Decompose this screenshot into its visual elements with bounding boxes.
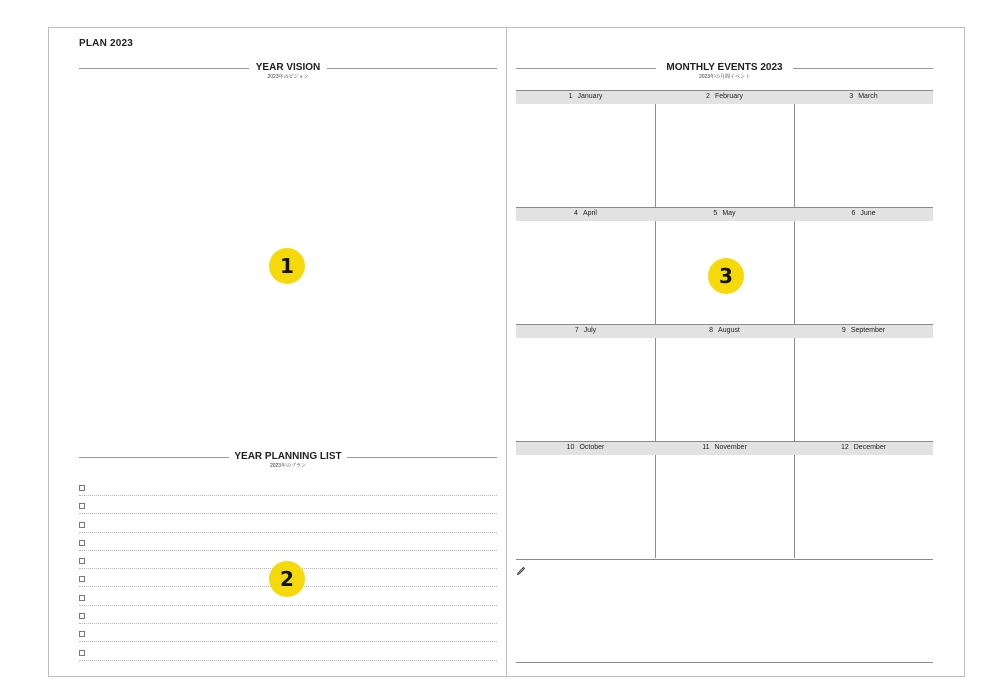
month-cell[interactable] xyxy=(794,104,933,207)
month-label-february xyxy=(655,90,794,104)
column-separator xyxy=(794,455,795,558)
checkbox[interactable] xyxy=(79,503,85,509)
year-planning-title: YEAR PLANNING LIST xyxy=(230,451,345,462)
month-cell[interactable] xyxy=(794,221,933,324)
checkbox[interactable] xyxy=(79,540,85,546)
checkbox[interactable] xyxy=(79,595,85,601)
month-name: October xyxy=(579,444,605,451)
monthly-events-heading xyxy=(516,62,933,82)
dotted-line xyxy=(79,550,497,551)
month-number: 12 xyxy=(840,444,849,451)
month-name: July xyxy=(583,327,597,334)
checkbox[interactable] xyxy=(79,631,85,637)
month-cell[interactable] xyxy=(794,338,933,441)
badge-2: 2 xyxy=(269,561,305,597)
calendar-bottom-rule xyxy=(516,559,933,560)
month-name: February xyxy=(714,93,743,100)
month-name: April xyxy=(582,210,597,217)
month-name: January xyxy=(577,93,603,100)
column-separator xyxy=(794,104,795,207)
month-name: December xyxy=(853,444,887,451)
year-planning-heading xyxy=(79,451,497,471)
year-vision-heading xyxy=(79,62,497,82)
month-name: August xyxy=(718,327,740,334)
month-cell[interactable] xyxy=(655,338,794,441)
dotted-line xyxy=(79,623,497,624)
month-row xyxy=(516,90,933,207)
month-number: 11 xyxy=(702,444,710,451)
year-planning-subtitle: 2023年のプラン xyxy=(269,463,307,469)
month-name: May xyxy=(722,210,736,217)
monthly-events-subtitle: 2023年の月間イベント xyxy=(698,74,751,80)
month-number: 2 xyxy=(706,93,710,100)
month-number: 3 xyxy=(849,93,854,100)
month-label-july xyxy=(516,324,655,338)
month-name: March xyxy=(858,93,878,100)
month-label-april xyxy=(516,207,655,221)
pencil-icon xyxy=(516,565,526,575)
month-number: 9 xyxy=(841,327,846,334)
year-vision-subtitle: 2023年のビジョン xyxy=(267,74,309,80)
dotted-line xyxy=(79,495,497,496)
month-label-january xyxy=(516,90,655,104)
checkbox[interactable] xyxy=(79,650,85,656)
dotted-line xyxy=(79,605,497,606)
checkbox[interactable] xyxy=(79,576,85,582)
month-number: 1 xyxy=(568,93,573,100)
month-row xyxy=(516,441,933,558)
month-number: 6 xyxy=(851,210,856,217)
checklist-row xyxy=(79,518,497,536)
dotted-line xyxy=(79,660,497,661)
checkbox[interactable] xyxy=(79,522,85,528)
month-label-december xyxy=(794,441,933,455)
month-cell[interactable] xyxy=(516,104,655,207)
column-separator xyxy=(655,455,656,558)
month-name: November xyxy=(714,444,747,451)
month-number: 7 xyxy=(574,327,579,334)
month-number: 8 xyxy=(709,327,714,334)
column-separator xyxy=(655,338,656,441)
month-name: June xyxy=(860,210,876,217)
month-cell[interactable] xyxy=(655,104,794,207)
checklist-row xyxy=(79,481,497,499)
memo-bottom-rule xyxy=(516,662,933,663)
checklist-row xyxy=(79,536,497,554)
month-label-march xyxy=(794,90,933,104)
month-label-november xyxy=(655,441,794,455)
checklist-row xyxy=(79,627,497,645)
checklist-row xyxy=(79,646,497,664)
page-gutter xyxy=(506,27,507,677)
month-label-may xyxy=(655,207,794,221)
monthly-events-title: MONTHLY EVENTS 2023 xyxy=(662,62,786,73)
month-cell[interactable] xyxy=(516,338,655,441)
dotted-line xyxy=(79,513,497,514)
checkbox[interactable] xyxy=(79,485,85,491)
column-separator xyxy=(655,221,656,324)
month-cell[interactable] xyxy=(516,221,655,324)
badge-1: 1 xyxy=(269,248,305,284)
month-cell[interactable] xyxy=(655,455,794,558)
page-title: PLAN 2023 xyxy=(79,38,134,49)
checklist-row xyxy=(79,499,497,517)
month-label-october xyxy=(516,441,655,455)
dotted-line xyxy=(79,641,497,642)
badge-3: 3 xyxy=(708,258,744,294)
month-cell[interactable] xyxy=(516,455,655,558)
month-row xyxy=(516,324,933,441)
checkbox[interactable] xyxy=(79,613,85,619)
checkbox[interactable] xyxy=(79,558,85,564)
month-name: September xyxy=(850,327,886,334)
month-number: 5 xyxy=(713,210,718,217)
year-vision-title: YEAR VISION xyxy=(252,62,324,73)
month-number: 4 xyxy=(574,210,578,217)
column-separator xyxy=(794,338,795,441)
month-label-june xyxy=(794,207,933,221)
column-separator xyxy=(655,104,656,207)
month-number: 10 xyxy=(566,444,575,451)
checklist-row xyxy=(79,609,497,627)
month-label-august xyxy=(655,324,794,338)
dotted-line xyxy=(79,532,497,533)
month-label-september xyxy=(794,324,933,338)
column-separator xyxy=(794,221,795,324)
month-cell[interactable] xyxy=(794,455,933,558)
monthly-calendar-grid xyxy=(516,90,933,558)
